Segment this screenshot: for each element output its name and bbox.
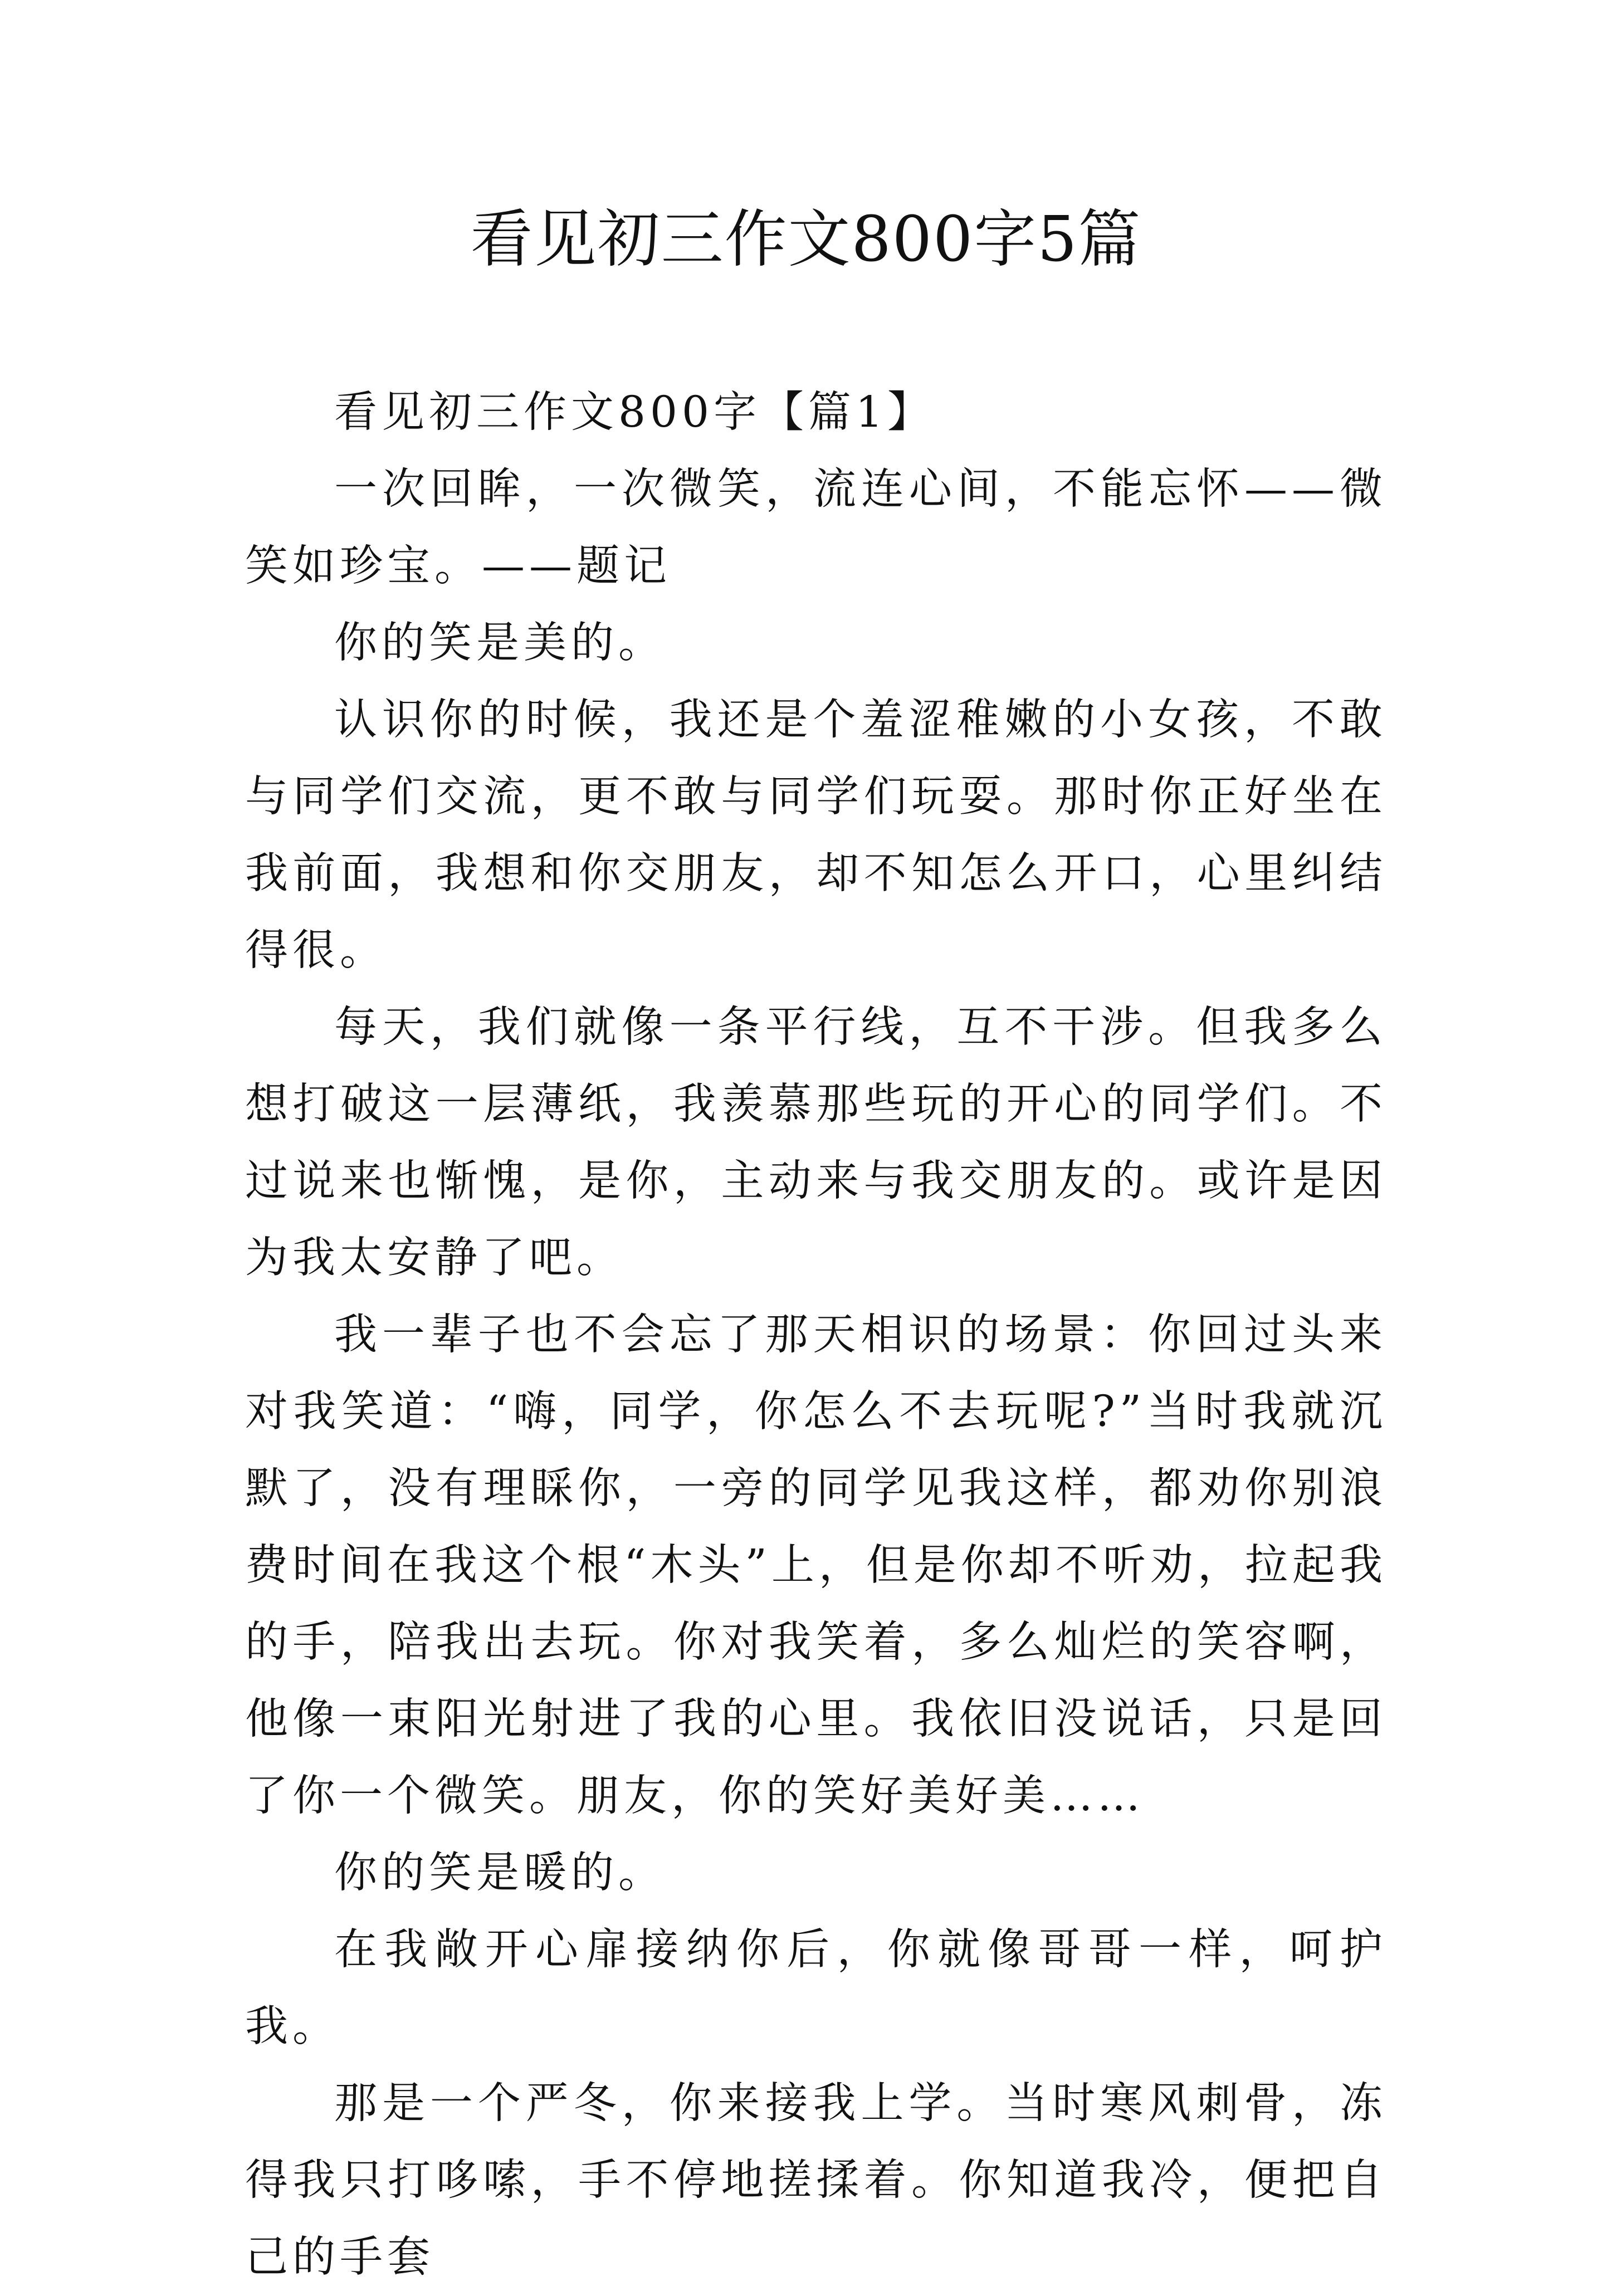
- document-body: [245, 374, 1387, 2296]
- paragraph: 认识你的时候，我还是个羞涩稚嫩的小女孩，不敢与同学们交流，更不敢与同学们玩耍。那时你正好坐在我前面，我想和你交朋友，却不知怎么开口，心里纠结得很。: [245, 695, 1387, 975]
- paragraph-epigraph: 一次回眸，一次微笑，流连心间，不能忘怀——微笑如珍宝。——题记: [245, 465, 1387, 591]
- paragraph: 每天，我们就像一条平行线，互不干涉。但我多么想打破这一层薄纸，我羡慕那些玩的开心的同学们。不过说来也惭愧，是你，主动来与我交朋友的。或许是因为我太安静了吧。: [245, 1003, 1387, 1283]
- paragraph-section-heading: 看见初三作文800字【篇1】: [334, 388, 935, 437]
- paragraph: 你的笑是暖的。: [334, 1848, 666, 1898]
- paragraph: 我一辈子也不会忘了那天相识的场景：你回过头来对我笑道：“嗨，同学，你怎么不去玩呢?”当时我就沉默了，没有理睬你，一旁的同学见我这样，都劝你别浪费时间在我这个根“木头”上，但是你却不听劝，拉起我的手，陪我出去玩。你对我笑着，多么灿烂的笑容啊，他像一束阳光射进了我的心里。我依旧没说话，只是回了你一个微笑。朋友，你的笑好美好美……: [245, 1310, 1387, 1821]
- paragraph: 在我敞开心扉接纳你后，你就像哥哥一样，呵护我。: [245, 1925, 1387, 2051]
- paragraph: 那是一个严冬，你来接我上学。当时寒风刺骨，冻得我只打哆嗦，手不停地搓揉着。你知道我冷，便把自己的手套: [245, 2079, 1387, 2282]
- paragraph: 你的笑是美的。: [334, 618, 666, 668]
- document-title: 看见初三作文800字5篇: [470, 203, 1142, 276]
